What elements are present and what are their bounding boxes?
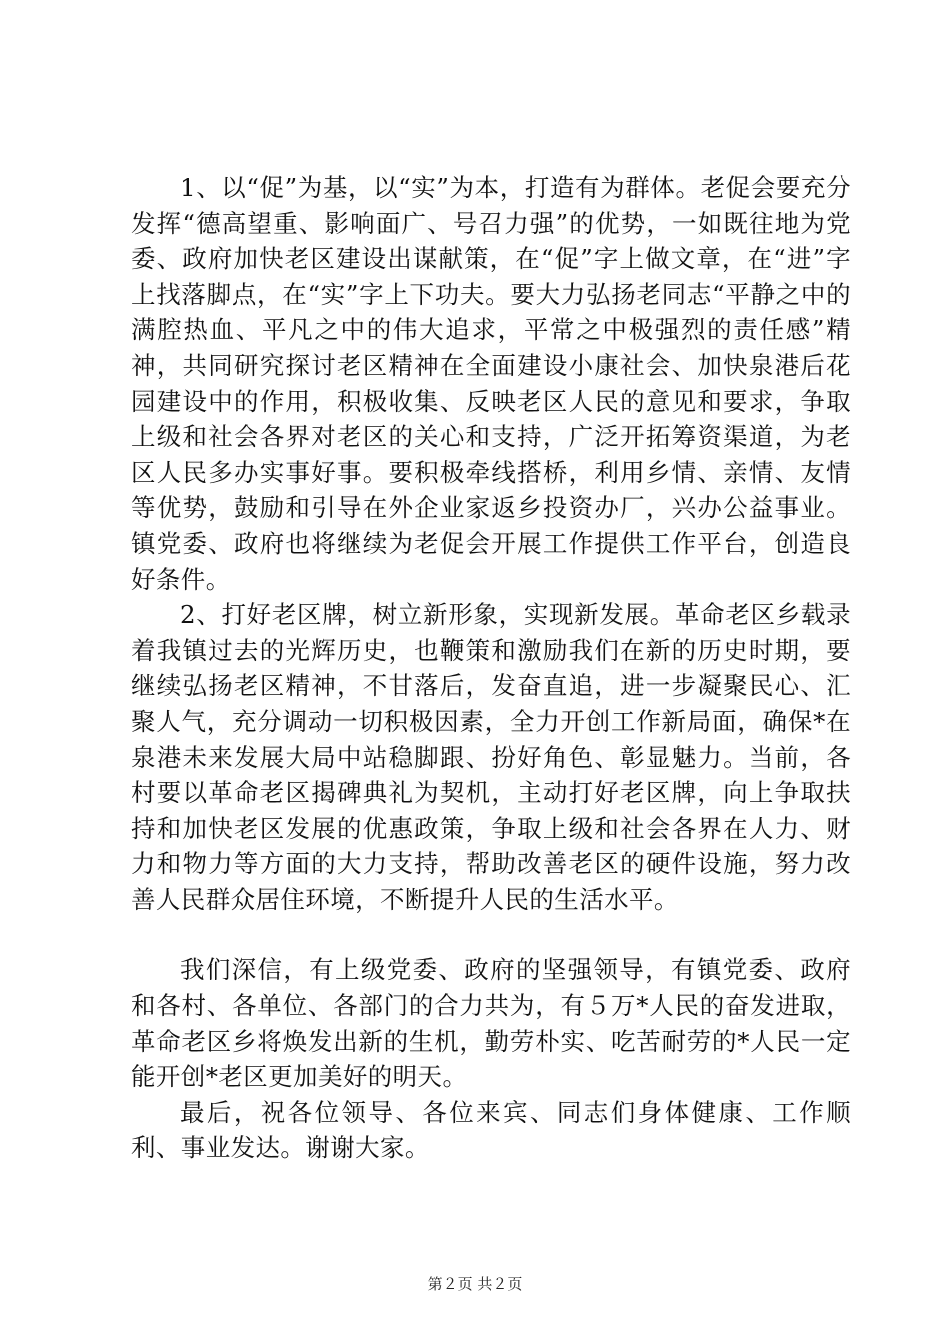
paragraph-3: 我们深信，有上级党委、政府的坚强领导，有镇党委、政府和各村、各单位、各部门的合力共为，有５万*人民的奋发进取，革命老区乡将焕发出新的生机，勤劳朴实、吃苦耐劳的*人民一定能开创*老区更加美好的明天。	[131, 955, 851, 1092]
document-body	[131, 170, 851, 1166]
paragraph-4: 最后，祝各位领导、各位来宾、同志们身体健康、工作顺利、事业发达。谢谢大家。	[131, 1097, 851, 1163]
paragraph-2: 2、打好老区牌，树立新形象，实现新发展。革命老区乡载录着我镇过去的光辉历史，也鞭策和激励我们在新的历史时期，要继续弘扬老区精神，不甘落后，发奋直追，进一步凝聚民心、汇聚人气，充分调动一切积极因素，全力开创工作新局面，确保*在泉港未来发展大局中站稳脚跟、扮好角色、彰显魅力。当前，各村要以革命老区揭碑典礼为契机，主动打好老区牌，向上争取扶持和加快老区发展的优惠政策，争取上级和社会各界在人力、财力和物力等方面的大力支持，帮助改善老区的硬件设施，努力改善人民群众居住环境，不断提升人民的生活水平。	[131, 600, 851, 914]
paragraph-1: 1、以“促”为基，以“实”为本，打造有为群体。老促会要充分发挥“德高望重、影响面广、号召力强”的优势，一如既往地为党委、政府加快老区建设出谋献策，在“促”字上做文章，在“进”字上找落脚点，在“实”字上下功夫。要大力弘扬老同志“平静之中的满腔热血、平凡之中的伟大追求，平常之中极强烈的责任感”精神，共同研究探讨老区精神在全面建设小康社会、加快泉港后花园建设中的作用，积极收集、反映老区人民的意见和要求，争取上级和社会各界对老区的关心和支持，广泛开拓筹资渠道，为老区人民多办实事好事。要积极牵线搭桥，利用乡情、亲情、友情等优势，鼓励和引导在外企业家返乡投资办厂，兴办公益事业。镇党委、政府也将继续为老促会开展工作提供工作平台，创造良好条件。	[131, 173, 851, 594]
page-number-footer: 第２页 共２页	[427, 1275, 523, 1293]
paragraph-spacer	[131, 917, 851, 952]
